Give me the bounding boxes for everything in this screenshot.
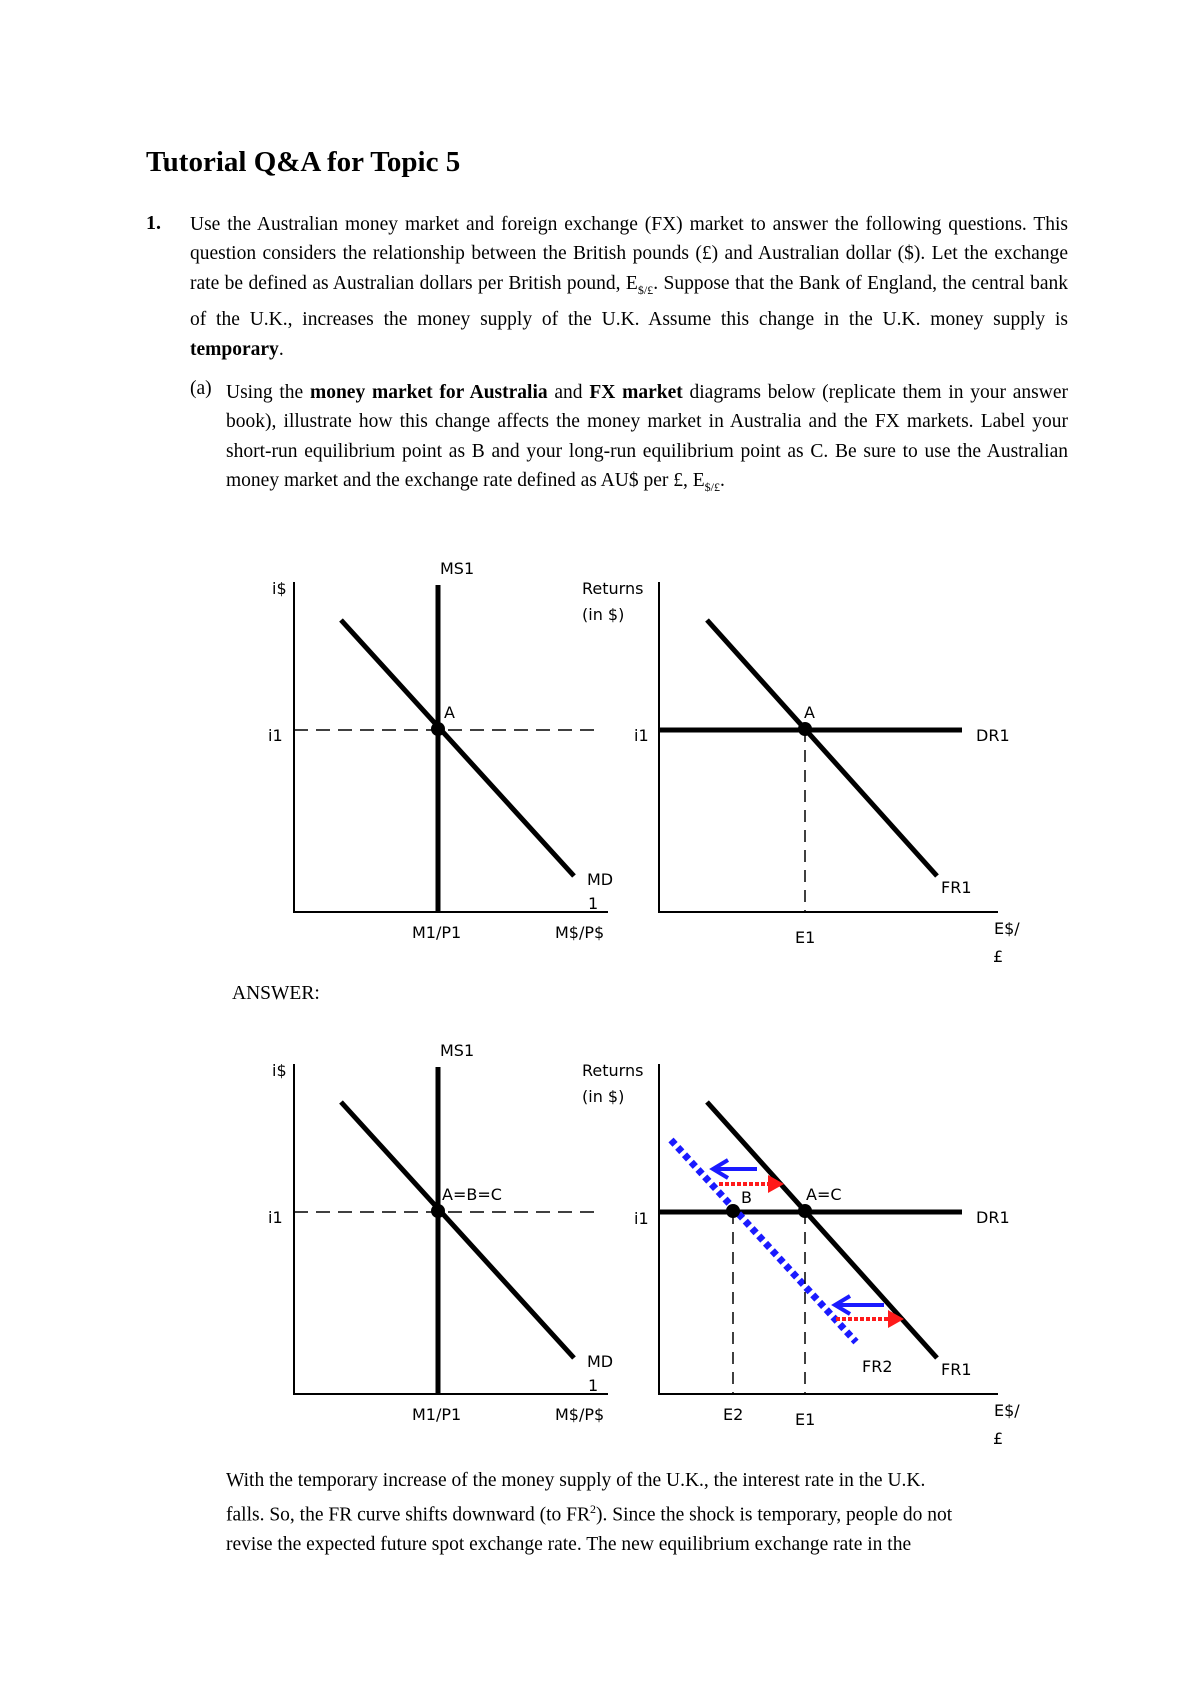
- mm2-point-label: A=B=C: [442, 1185, 502, 1204]
- fx-y-axis-label-1: Returns: [582, 579, 644, 598]
- part-a-t3: diagrams below (replicate them in your answer book), illustrate how this change affects the money market in Australia and the FX markets. Label your short-run equilibrium point as B and your long-run equilibrium point as C. Be sure to use the Australian money market and the exchange rate defined as AU$ per £, E: [226, 382, 1068, 492]
- fx2-point-ac: [798, 1204, 812, 1218]
- mm2-ms-label: MS1: [440, 1041, 475, 1060]
- answer-line-3: revise the expected future spot exchange rate. The new equilibrium exchange rate in the: [226, 1534, 912, 1556]
- mm2-i1-label: i1: [268, 1208, 283, 1227]
- part-a-text: [226, 378, 1068, 503]
- question-1-text: [190, 210, 1068, 364]
- question-text-b: . Suppose that the Bank of England, the central bank of the U.K., increases the money supply of the U.K. Assume this change in the U.K. money supply is: [190, 272, 1068, 331]
- mm-md-label-2: 1: [588, 894, 599, 913]
- mm-i1-label: i1: [268, 726, 283, 745]
- mm2-md-label-1: MD: [587, 1352, 614, 1371]
- mm2-md-label-2: 1: [588, 1376, 599, 1395]
- fx2-e1-label: E1: [795, 1410, 816, 1429]
- answer-line-2a: falls. So, the FR curve shifts downward (to FR: [226, 1504, 590, 1526]
- fx2-point-ac-label: A=C: [806, 1185, 842, 1204]
- part-a-subscript: $/£: [704, 480, 720, 495]
- bottom-diagrams: [0, 1020, 1200, 1460]
- mm2-x-tick-label: M1/P1: [412, 1405, 462, 1424]
- temporary-emphasis: temporary: [190, 338, 279, 360]
- fx2-i1-label: i1: [634, 1209, 649, 1228]
- fx-x-axis-label-2: £: [993, 947, 1004, 966]
- fx2-point-b-label: B: [741, 1188, 752, 1207]
- question-text-c: .: [278, 338, 284, 360]
- fx-fr1-label: FR1: [941, 878, 972, 897]
- fx2-dr-label: DR1: [976, 1208, 1010, 1227]
- page-title: Tutorial Q&A for Topic 5: [146, 146, 461, 178]
- mm2-point-abc: [431, 1204, 445, 1218]
- money-market-diagram: [268, 559, 613, 942]
- answer-line-1: With the temporary increase of the money supply of the U.K., the interest rate in the U.K.: [226, 1470, 926, 1491]
- md-curve: [341, 620, 574, 876]
- part-a-b2: FX market: [589, 382, 683, 403]
- fr2-curve: [671, 1140, 856, 1342]
- fx-point-a-label: A: [804, 703, 815, 722]
- mm-x-tick-label: M1/P1: [412, 923, 462, 942]
- fx-y-axis-label-2: (in $): [582, 605, 625, 624]
- fx2-fr2-label: FR2: [862, 1357, 893, 1376]
- fx2-x-axis-label-2: £: [993, 1429, 1004, 1448]
- part-a-t1: Using the: [226, 382, 310, 403]
- mm-point-a-label: A: [444, 703, 455, 722]
- mm-md-label-1: MD: [587, 870, 614, 889]
- fx2-e2-label: E2: [723, 1405, 744, 1424]
- part-a-t4: .: [720, 470, 725, 492]
- part-a-label: (a): [190, 378, 212, 399]
- fx2-y-axis-label-1: Returns: [582, 1061, 644, 1080]
- part-a-b1: money market for Australia: [309, 382, 548, 403]
- mm-x-axis-label: M$/P$: [555, 923, 605, 942]
- md-curve-2: [341, 1102, 574, 1358]
- fx-x-axis-label-1: E$/: [994, 919, 1020, 938]
- fx-e1-label: E1: [795, 928, 816, 947]
- top-diagrams: [0, 540, 1200, 980]
- mm-y-axis-label: i$: [272, 579, 287, 598]
- question-number: 1.: [146, 212, 161, 234]
- answer-money-market-diagram: [268, 1041, 613, 1424]
- fx2-x-axis-label-1: E$/: [994, 1401, 1020, 1420]
- answer-line-2b: ). Since the shock is temporary, people do not: [595, 1504, 953, 1526]
- mm2-x-axis-label: M$/P$: [555, 1405, 605, 1424]
- fx2-axes: [659, 1064, 998, 1394]
- mm2-y-axis-label: i$: [272, 1061, 287, 1080]
- fx-axes: [659, 582, 998, 912]
- fr2-superscript: 2: [589, 1502, 596, 1517]
- part-a-t2: and: [547, 382, 590, 403]
- answer-paragraph: [226, 1466, 1068, 1560]
- question-text-a: Use the Australian money market and foreign exchange (FX) market to answer the following questions. This question considers the relationship between the British pounds (£) and Australian dollar ($). Let the exchange rate be defined as Australian dollars per British pound, E: [190, 214, 1068, 294]
- fr1-curve: [707, 620, 937, 876]
- fx2-y-axis-label-2: (in $): [582, 1087, 625, 1106]
- answer-fx-market-diagram: [582, 1061, 1020, 1448]
- answer-line-2: [226, 1495, 1068, 1530]
- fx-market-diagram: [582, 579, 1020, 966]
- exchange-rate-subscript: $/£: [637, 282, 654, 297]
- fx-dr-label: DR1: [976, 726, 1010, 745]
- fx2-fr1-label: FR1: [941, 1360, 972, 1379]
- mm-point-a: [431, 722, 445, 736]
- fx-i1-label: i1: [634, 726, 649, 745]
- mm-ms-label: MS1: [440, 559, 475, 578]
- fx-point-a: [798, 722, 812, 736]
- fx2-point-b: [726, 1204, 740, 1218]
- answer-label: ANSWER:: [232, 983, 320, 1004]
